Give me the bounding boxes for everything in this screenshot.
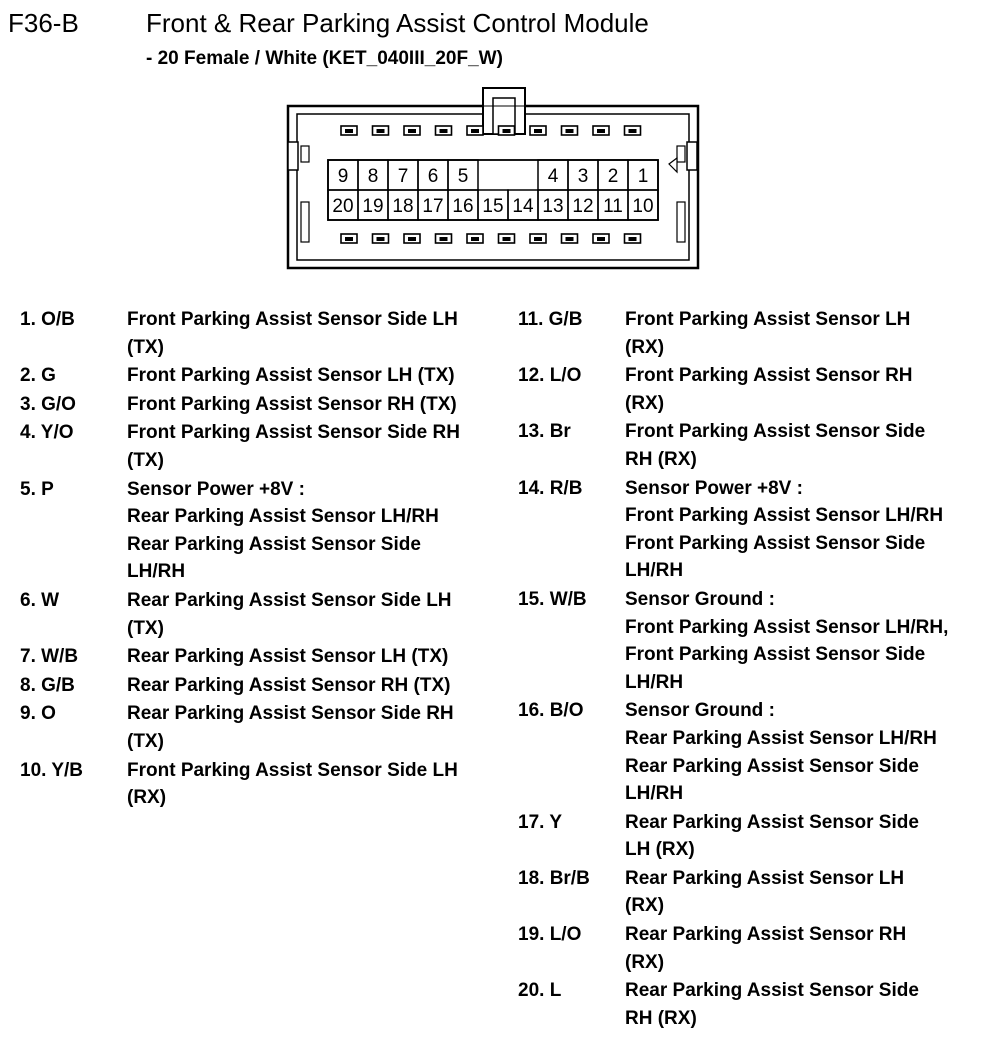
terminal-slot	[625, 126, 641, 135]
terminal-slot	[593, 126, 609, 135]
pin-entry	[20, 757, 500, 812]
pin-description-line: Front Parking Assist Sensor Side	[625, 644, 926, 666]
connector-subtitle: - 20 Female / White (KET_040III_20F_W)	[146, 48, 503, 69]
pin-list-left	[20, 306, 500, 813]
pin-entry	[20, 306, 500, 361]
terminal-slot	[530, 126, 546, 135]
pin-description	[127, 757, 500, 812]
pin-number: 11	[603, 196, 623, 217]
pin-description-line: (TX)	[127, 617, 164, 639]
pin-entry	[20, 643, 500, 671]
terminal-slot	[404, 126, 420, 135]
pin-entry	[518, 697, 980, 807]
pin-description	[625, 697, 980, 807]
pin-description	[127, 672, 500, 700]
pin-entry	[20, 700, 500, 755]
pin-entry	[518, 362, 980, 417]
pin-description-line: (RX)	[625, 951, 665, 973]
pin-description	[127, 700, 500, 755]
pin-number: 16	[452, 196, 474, 217]
pin-description-line: Sensor Power +8V :	[625, 477, 803, 499]
pin-wire-code: 5. P	[20, 478, 54, 500]
pin-description-line: Front Parking Assist Sensor RH (TX)	[127, 393, 457, 415]
terminal-slot	[593, 234, 609, 243]
terminal-slot	[373, 234, 389, 243]
pin-description-line: Front Parking Assist Sensor LH	[625, 309, 911, 330]
pin-number: 9	[337, 166, 349, 187]
pin-description-line: (TX)	[127, 730, 164, 752]
pin-description-line: Rear Parking Assist Sensor LH/RH	[625, 727, 937, 749]
terminal-slot	[341, 126, 357, 135]
pin-entry	[20, 672, 500, 700]
pin-description-line: LH (RX)	[625, 839, 695, 861]
terminal-slot	[499, 234, 515, 243]
pin-entry	[518, 475, 980, 585]
pin-description-line: Front Parking Assist Sensor Side RH	[127, 422, 460, 444]
pin-wire-code: 4. Y/O	[20, 422, 74, 444]
page-title: Front & Rear Parking Assist Control Module	[146, 8, 649, 38]
pin-wire-code: 10. Y/B	[20, 759, 84, 781]
pin-description-line: RH (RX)	[625, 1007, 697, 1029]
pin-description	[625, 418, 980, 473]
pin-description-line: Rear Parking Assist Sensor RH	[625, 924, 907, 946]
pin-wire-code: 2. G	[20, 365, 56, 387]
pin-description-line: (RX)	[625, 392, 665, 414]
pin-number: 4	[547, 166, 559, 187]
pin-wire-code: 8. G/B	[20, 674, 75, 696]
pin-wire-code: 20. L	[518, 980, 562, 1002]
pin-description-line: (RX)	[625, 336, 665, 358]
terminal-slot	[467, 234, 483, 243]
pin-description	[127, 362, 500, 390]
pin-number: 17	[422, 196, 444, 217]
pin-number: 1	[637, 166, 649, 187]
terminal-slot	[436, 234, 452, 243]
pin-number: 13	[542, 196, 564, 217]
pin-entry	[518, 977, 980, 1032]
pin-description-line: (RX)	[127, 787, 167, 809]
pin-row-top	[328, 160, 658, 190]
pin-entry	[20, 362, 500, 390]
pin-description	[127, 391, 500, 419]
pin-description-line: Front Parking Assist Sensor Side LH	[127, 759, 458, 781]
pin-number: 2	[607, 166, 619, 187]
pin-description-line: Front Parking Assist Sensor Side	[625, 421, 926, 443]
pin-description	[625, 586, 980, 696]
pin-number: 6	[427, 166, 439, 187]
pin-number: 5	[457, 166, 469, 187]
pin-entry	[518, 418, 980, 473]
pin-number: 14	[512, 196, 534, 217]
pin-number: 8	[367, 166, 379, 187]
pin-wire-code: 17. Y	[518, 811, 563, 833]
pin-description-line: Front Parking Assist Sensor RH	[625, 365, 913, 387]
pin-number: 12	[572, 196, 594, 217]
side-latch-right	[669, 142, 697, 242]
pin-row-bottom	[328, 190, 658, 220]
pin-description	[625, 475, 980, 585]
pin-list-right	[518, 306, 980, 1033]
pin-wire-code: 11. G/B	[518, 309, 583, 330]
pin-entry	[518, 921, 980, 976]
pin-description	[625, 809, 980, 864]
pin-entry	[518, 306, 980, 361]
pin-description-line: LH/RH	[625, 671, 684, 693]
pin-description-line: LH/RH	[625, 560, 684, 582]
pin-wire-code: 13. Br	[518, 421, 571, 443]
pin-description	[127, 476, 500, 586]
pin-description-line: Front Parking Assist Sensor LH/RH,	[625, 616, 949, 638]
pin-description	[625, 865, 980, 920]
pin-number: 10	[632, 196, 654, 217]
pin-description	[625, 362, 980, 417]
pin-entry	[518, 586, 980, 696]
pin-description-line: (TX)	[127, 336, 164, 358]
pin-wire-code: 6. W	[20, 589, 60, 611]
terminal-slot	[625, 234, 641, 243]
pin-number: 15	[482, 196, 504, 217]
terminal-slot	[467, 126, 483, 135]
connector-code: F36-B	[8, 8, 79, 38]
pin-entry	[518, 809, 980, 864]
terminal-slot	[562, 234, 578, 243]
pin-description-line: Sensor Ground :	[625, 700, 775, 722]
pin-description-line: (RX)	[625, 895, 665, 917]
terminal-slot	[499, 126, 515, 135]
pin-description-line: Sensor Ground :	[625, 588, 775, 610]
pin-description-line: (TX)	[127, 449, 164, 471]
pin-wire-code: 15. W/B	[518, 588, 587, 610]
pin-description-line: Rear Parking Assist Sensor Side	[625, 811, 919, 833]
pin-entry	[20, 476, 500, 586]
pin-description-line: Rear Parking Assist Sensor LH	[625, 867, 905, 889]
terminal-slot	[562, 126, 578, 135]
pin-description-line: Rear Parking Assist Sensor LH (TX)	[127, 646, 449, 668]
pin-description-line: Rear Parking Assist Sensor Side	[625, 980, 919, 1002]
pin-description-line: Rear Parking Assist Sensor RH (TX)	[127, 674, 451, 696]
terminal-slot	[373, 126, 389, 135]
pin-wire-code: 7. W/B	[20, 646, 79, 668]
pin-entry	[20, 391, 500, 419]
pin-wire-code: 14. R/B	[518, 477, 583, 499]
pin-wire-code: 18. Br/B	[518, 867, 590, 889]
pin-description-line: LH/RH	[127, 561, 186, 583]
pin-description-line: Sensor Power +8V :	[127, 478, 305, 500]
pin-description	[127, 419, 500, 474]
terminal-slot	[530, 234, 546, 243]
pin-description-line: LH/RH	[625, 783, 684, 805]
pin-wire-code: 3. G/O	[20, 393, 76, 415]
terminal-slot	[341, 234, 357, 243]
pin-wire-code: 19. L/O	[518, 924, 582, 946]
pin-number: 19	[362, 196, 384, 217]
pin-description-line: Rear Parking Assist Sensor Side	[625, 755, 919, 777]
pin-description	[127, 587, 500, 642]
pin-description-line: RH (RX)	[625, 448, 697, 470]
pin-wire-code: 12. L/O	[518, 365, 582, 387]
pin-description-line: Front Parking Assist Sensor Side	[625, 532, 926, 554]
pin-wire-code: 9. O	[20, 703, 56, 725]
pin-description	[127, 306, 500, 361]
pin-description	[625, 306, 980, 361]
terminal-slot	[404, 234, 420, 243]
pin-description-line: Front Parking Assist Sensor LH (TX)	[127, 365, 455, 387]
pin-description	[127, 643, 500, 671]
pin-wire-code: 16. B/O	[518, 700, 584, 722]
pin-description	[625, 921, 980, 976]
pin-entry	[20, 419, 500, 474]
pin-number: 18	[392, 196, 414, 217]
pin-number: 3	[577, 166, 589, 187]
pin-description-line: Front Parking Assist Sensor LH/RH	[625, 505, 944, 527]
pin-entry	[20, 587, 500, 642]
pin-wire-code: 1. O/B	[20, 309, 75, 330]
pin-entry	[518, 865, 980, 920]
pin-description-line: Rear Parking Assist Sensor Side LH	[127, 589, 452, 611]
pin-number: 7	[397, 166, 409, 187]
pin-description-line: Front Parking Assist Sensor Side LH	[127, 309, 458, 330]
connector-diagram	[283, 84, 703, 274]
pin-description	[625, 977, 980, 1032]
terminal-slot	[436, 126, 452, 135]
pin-description-line: Rear Parking Assist Sensor Side	[127, 533, 421, 555]
pin-description-line: Rear Parking Assist Sensor LH/RH	[127, 506, 439, 528]
pin-number: 20	[332, 196, 354, 217]
side-latch-left	[288, 142, 309, 242]
terminal-slots-bottom	[341, 234, 641, 243]
pin-description-line: Rear Parking Assist Sensor Side RH	[127, 703, 454, 725]
